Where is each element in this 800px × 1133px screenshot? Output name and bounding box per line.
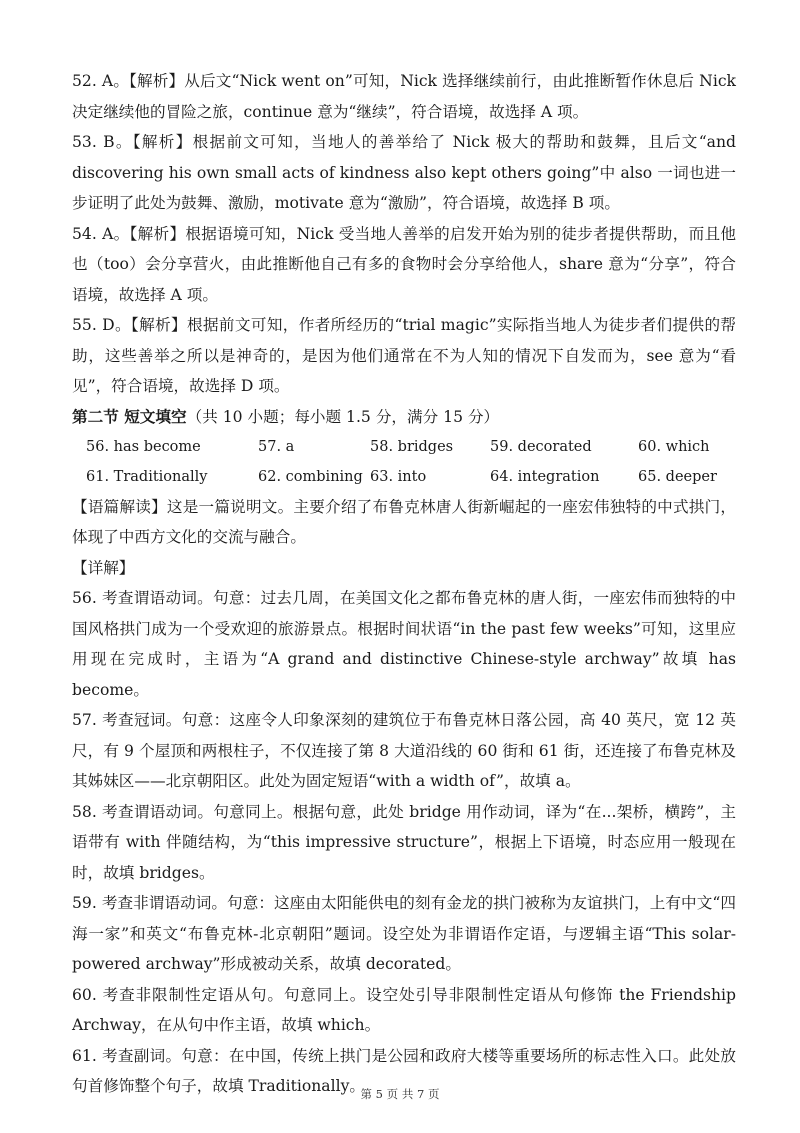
answer-59: 59. decorated — [490, 438, 592, 455]
detail-58: 58. 考查谓语动词。句意同上。根据句意，此处 bridge 用作动词，译为“在...架桥，横跨”，主语带有 with 伴随结构，为“this impressive structure”，根据上下语境，时态应用一般现在时，故填 bridges。 — [72, 802, 736, 882]
answer-57: 57. a — [258, 438, 295, 455]
answer-key-page — [72, 66, 736, 1102]
explanation-55: 55. D。【解析】根据前文可知，作者所经历的“trial magic”实际指当地人为徒步者们提供的帮助，这些善举之所以是神奇的，是因为他们通常在不为人知的情况下自发而为，see 意为“看见”，符合语境，故选择 D 项。 — [72, 316, 736, 395]
answer-grid — [72, 432, 736, 492]
detail-59: 59. 考查非谓语动词。句意：这座由太阳能供电的刻有金龙的拱门被称为友谊拱门，上有中文“四海一家”和英文“布鲁克林-北京朝阳”题词。设空处为非谓语作定语，与逻辑主语“This solar-powered archway”形成被动关系，故填 decorated。 — [72, 894, 736, 973]
detail-56: 56. 考查谓语动词。句意：过去几周，在美国文化之都布鲁克林的唐人街，一座宏伟而独特的中国风格拱门成为一个受欢迎的旅游景点。根据时间状语“in the past few weeks”可知，这里应用现在完成时，主语为“A grand and distinctive Chinese-style archway”故填 has become。 — [72, 589, 736, 699]
detail-heading: 【详解】 — [72, 558, 135, 577]
answer-60: 60. which — [638, 438, 710, 455]
answer-61: 61. Traditionally — [86, 468, 208, 485]
explanation-53: 53. B。【解析】根据前文可知，当地人的善举给了 Nick 极大的帮助和鼓舞，且后文“and discovering his own small acts of kindness also kept others going”中 also 一词也进一步证明了此处为鼓舞、激励，motivate 意为“激励”，符合语境，故选择 B 项。 — [72, 133, 736, 212]
answer-64: 64. integration — [490, 468, 600, 485]
answer-65: 65. deeper — [638, 468, 717, 485]
answer-63: 63. into — [370, 468, 427, 485]
answer-58: 58. bridges — [370, 438, 454, 455]
section-2-title: 第二节 短文填空 — [72, 407, 187, 426]
detail-60: 60. 考查非限制性定语从句。句意同上。设空处引导非限制性定语从句修饰 the Friendship Archway，在从句中作主语，故填 which。 — [72, 985, 736, 1034]
passage-reading: 【语篇解读】这是一篇说明文。主要介绍了布鲁克林唐人街新崛起的一座宏伟独特的中式拱门，体现了中西方文化的交流与融合。 — [72, 497, 736, 546]
page-footer: 第 5 页 共 7 页 — [360, 1087, 440, 1101]
detail-61: 61. 考查副词。句意：在中国，传统上拱门是公园和政府大楼等重要场所的标志性入口。此处放句首修饰整个句子，故填 Traditionally。 — [72, 1046, 736, 1095]
answer-56: 56. has become — [86, 438, 201, 455]
section-2-note: （共 10 小题；每小题 1.5 分，满分 15 分） — [186, 407, 500, 426]
answer-62: 62. combining — [258, 468, 363, 485]
explanation-52: 52. A。【解析】从后文“Nick went on”可知，Nick 选择继续前行，由此推断暂作休息后 Nick 决定继续他的冒险之旅，continue 意为“继续”，符合语境，故选择 A 项。 — [72, 72, 736, 121]
explanation-54: 54. A。【解析】根据语境可知，Nick 受当地人善举的启发开始为别的徒步者提供帮助，而且他也（too）会分享营火，由此推断他自己有多的食物时会分享给他人，share 意为“分享”，符合语境，故选择 A 项。 — [72, 224, 736, 304]
section-2-heading — [72, 402, 736, 432]
detail-57: 57. 考查冠词。句意：这座令人印象深刻的建筑位于布鲁克林日落公园，高 40 英尺，宽 12 英尺，有 9 个屋顶和两根柱子，不仅连接了第 8 大道沿线的 60 街和 61 街，还连接了布鲁克林及其姊妹区——北京朝阳区。此处为固定短语“with a width of”，故填 a。 — [72, 711, 736, 790]
